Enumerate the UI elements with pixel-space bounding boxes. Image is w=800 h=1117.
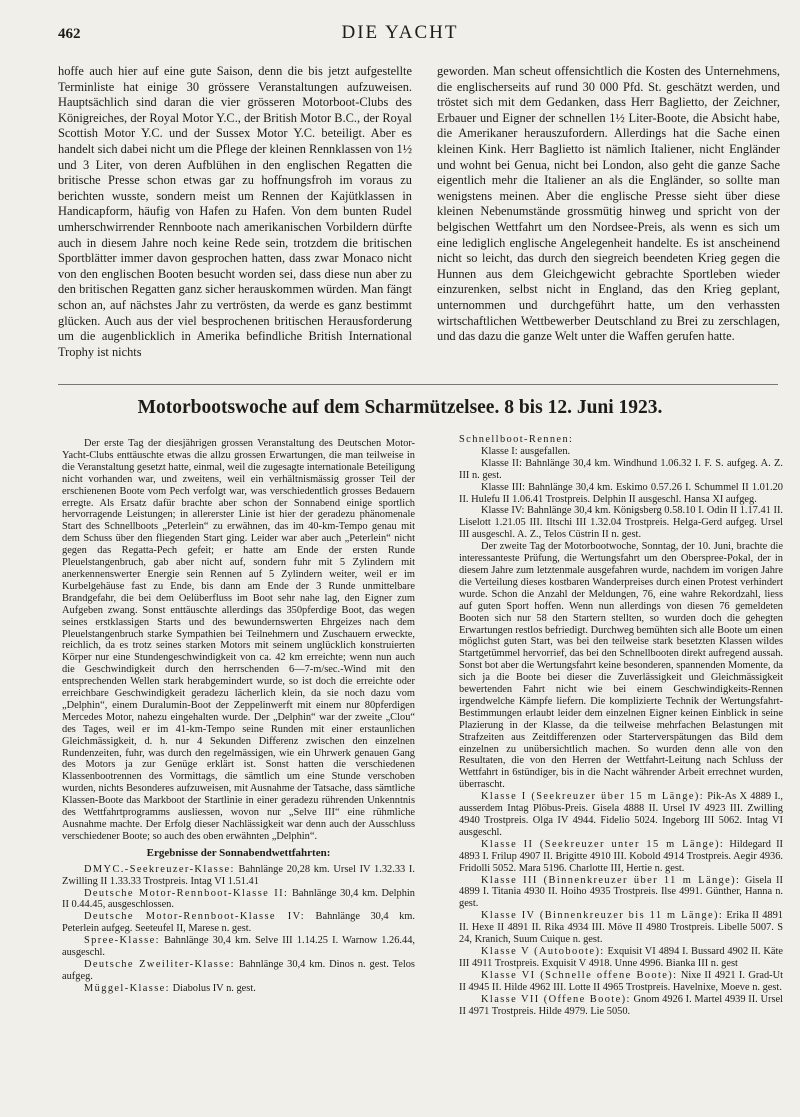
result-text: Diabolus IV n. gest.	[172, 982, 256, 994]
paragraph: Der zweite Tag der Motorbootwoche, Sonntag, der 10. Juni, brachte die interessanteste Prüfung, die Wertungsfahrt um den Oberspree-Pokal, der in diesem Jahre zum letztenmale ausgefahren wurde, nachdem im vorigen Jahre die Verteilung dieses kostbaren Wanderpreises durch einen Protest verhindert wurde. Schon die Anzahl der Meldungen, 76, eine wahre Rekordzahl, liess auf guten Sport hoffen. Wenn nun allerdings von diesen 76 gemeldeten Booten sich nur 58 den Startern stellten, so wurden doch die gehegten Erwartungen restlos befriedigt. Durchweg bemühten sich alle Boote um einen möglichst guten Start, was bei den teilweise stark besetzten Klassen wildes Startgetümmel hervorrief, das bei den Schnellbooten direkt aufregend aussah. Sonst bot aber die Wertungsfahrt keine besonderen, spannenden Momente, da sich ja die Boote bei dieser die Zuverlässigkeit und Gleichmässigkeit bewertenden Fahrt nicht wie bei einem Geschwindigkeits-Rennen irgendwelche Kämpfe liefern. Die komplizierte Technik der Wertungsfahrt-Bestimmungen erlaubt leider dem einzelnen Eigner keinen Einblick in seine Plazierung in der Klasse, da die teilweise mehrfachen Belastungen mit Strafzeiten aus Zeitdifferenzen oder Starterverspätungen das Bild dem einzelnen zu unübersichtlich machen. So wurden denn alle von den Resultaten, die von den Herren der Wettfahrt-Leitung nach Schluss der Wettfahrt in 6stündiger, bis in die Nacht währender Arbeit errechnet wurden, überrascht.	[459, 541, 783, 791]
result-class-name: Klasse III (Binnenkreuzer über 11 m Länge):	[481, 874, 741, 886]
result-class-name: Klasse VI (Schnelle offene Boote):	[481, 969, 678, 981]
result-entry	[62, 864, 415, 888]
result-entry	[62, 888, 415, 912]
result-class-name: Klasse V (Autoboote):	[481, 945, 605, 957]
article-bottom-right-column	[459, 434, 783, 1017]
result-entry	[459, 875, 783, 911]
result-class-name: Deutsche Motor-Rennboot-Klasse IV:	[84, 911, 306, 923]
result-text: Bahnlänge 30,4 km. Peterlein aufgeg. Seeteufel II, Marese n. gest.	[62, 911, 415, 935]
result-entry	[62, 983, 415, 995]
running-title: DIE YACHT	[341, 22, 459, 43]
result-class-name: Deutsche Motor-Rennboot-Klasse II:	[84, 887, 289, 899]
result-text: Bahnlänge 30,4 km. Delphin II 0.44.45, ausgeschlossen.	[62, 887, 415, 911]
result-text: Gnom 4926 I. Martel 4939 II. Ursel II 4971 Trostpreis. Hilde 4979. Lie 5050.	[459, 993, 783, 1017]
result-entry: Klasse IV: Bahnlänge 30,4 km. Königsberg 0.58.10 I. Odin II 1.17.41 II. Liselott 1.21.05 III. Iltschi III 1.32.04 Trostpreis. Helga-Gerd aufgeg. Ursel III ausgeschl. A. Z., Telos Cüstrin II n. gest.	[459, 505, 783, 541]
result-text: Exquisit VI 4894 I. Bussard 4902 II. Käte III 4911 Trostpreis. Exquisit V 4918. Unne 4996. Bianka III n. gest	[459, 945, 783, 969]
results-list-saturday	[62, 864, 415, 995]
result-entry	[459, 946, 783, 970]
result-entry	[459, 910, 783, 946]
result-text: Bahnlänge 20,28 km. Ursel IV 1.32.33 I. Zwilling II 1.33.33 Trostpreis. Intag VI 1.51.41	[62, 863, 415, 887]
section-divider	[58, 384, 778, 385]
results-list-sunday	[459, 791, 783, 1017]
article-bottom-left-column	[62, 438, 415, 995]
article-headline: Motorbootswoche auf dem Scharmützelsee. 8 bis 12. Juni 1923.	[137, 397, 663, 418]
result-text: Bahnlänge 30,4 km. Selve III 1.14.25 I. Warnow 1.26.44, ausgeschl.	[62, 935, 415, 959]
result-entry	[459, 839, 783, 875]
result-class-name: DMYC.-Seekreuzer-Klasse:	[84, 863, 235, 875]
article-top-right-column	[437, 64, 780, 345]
result-class-name: Klasse II (Seekreuzer unter 15 m Länge):	[481, 838, 725, 850]
result-entry	[459, 970, 783, 994]
result-class-name: Klasse I (Seekreuzer über 15 m Länge):	[481, 791, 704, 803]
paragraph: hoffe auch hier auf eine gute Saison, denn die bis jetzt aufgestellte Terminliste hat einige 30 grössere Veranstaltungen aufzuweisen. Hauptsächlich sind daran die vier grösseren Motorboot-Clubs des Königreiches, der Royal Motor Y.C., der British Motor B.C., der Royal Scottish Motor Y.C. und der Sussex Motor Y.C. beteiligt. Aber es handelt sich dabei nicht um die Pflege der kleinen Rennklassen von 1½ und 3 Liter, von deren Aufblühen in den englischen Regatten die britische Presse schon etwas gar zu hoffnungsfroh im voraus zu berichten wusste, sondern meist um Rennen der Kajütklassen in Handicapform, häufig von Hafen zu Hafen. Von dem bunten Rudel umherschwirrender Rennboote nach amerikanischen Vorbildern dürfte auch in diesem Jahre noch keine Rede sein, trotzdem die britischen Sportblätter immer davon gesprochen hatten, dass zwar Monaco nicht von den englischen Booten besucht worden sei, dass diese nun aber zu den britischen Regatten ganz sicher herauskommen würden. Man fängt schon an, auf nächstes Jahr zu vertrösten, da werde es ganz bestimmt glücken. Auch aus der viel besprochenen britischen Herausforderung um die augenblicklich in Amerika befindliche British International Trophy ist nichts	[58, 64, 412, 359]
page-number: 462	[58, 26, 81, 42]
result-entry	[62, 935, 415, 959]
result-text: Nixe II 4921 I. Grad-Ut II 4945 II. Hilde 4962 III. Lotte II 4965 Trostpreis. Havelnixe, Moeve n. gest.	[459, 969, 783, 993]
result-entry	[459, 791, 783, 839]
result-text: Gisela II 4899 I. Titania 4930 II. Hoiho 4935 Trostpreis. Ilse 4991. Günther, Hanna n. gest.	[459, 874, 783, 910]
schnellboot-title: Schnellboot-Rennen:	[459, 434, 574, 445]
result-entry	[62, 911, 415, 935]
result-entry: Klasse III: Bahnlänge 30,4 km. Eskimo 0.57.26 I. Schummel II 1.01.20 II. Hulefu II 1.06.41 Trostpreis. Delphin II ausgeschl. Hansa XI aufgeg.	[459, 481, 783, 505]
result-entry	[459, 994, 783, 1018]
result-text: Erika II 4891 II. Hexe II 4891 II. Rika 4934 III. Möve II 4980 Trostpreis. Libelle 5007. S 24, Kranich, Suum Cuique n. gest.	[459, 910, 783, 946]
result-class-name: Deutsche Zweiliter-Klasse:	[84, 958, 235, 970]
result-entry	[62, 959, 415, 983]
paragraph: geworden. Man scheut offensichtlich die Kosten des Unternehmens, die englischerseits auf rund 30 000 Pfd. St. geschätzt werden, und tröstet sich mit dem Gedanken, dass Herr Baglietto, der Zeichner, Erbauer und Eigner der schnellen 1½ Liter-Boote, die Absicht habe, die Amerikaner herauszufordern. Allerdings hat die Sache einen kleinen Kink. Herr Baglietto ist nämlich Italiener, nicht Engländer und wohnt bei Genua, nicht bei London, also geht die ganze Sache eigentlich mehr die Italiener an als die Engländer, so sollte man wenigstens meinen. Aber die englische Presse sieht über diese kleinen Nebenumstände grossmütig hinweg und spricht von der belgischen Wettfahrt um den Nordsee-Preis, als wenn es sich um eine lediglich englische Angelegenheit handelte. Es ist anscheinend nicht so leicht, das durch den siegreich beendeten Krieg gegen die Hunnen aus dem Gleichgewicht gebrachte Sportleben wieder einzurenken, selbst nicht in England, das den Krieg geplant, unternommen und durchgeführt hatte, um den verhassten wirtschaftlichen Wettbewerber Deutschland zu Brei zu zerschlagen, und das dazu die ganze Welt unter die Waffen gerufen hatte.	[437, 64, 780, 344]
result-text: Bahnlänge 30,4 km. Dinos n. gest. Telos aufgeg.	[62, 958, 415, 982]
result-text: Pik-As X 4889 I., ausserdem Intag Plöbus-Preis. Gisela 4888 II. Ursel IV 4923 III. Zwilling 4940 Trostpreis. Olga IV 4944. Fidelio 5024. Ingeborg III 5062. Intag VI ausgeschl.	[459, 791, 783, 838]
result-class-name: Klasse VII (Offene Boote):	[481, 993, 631, 1005]
result-class-name: Klasse IV (Binnenkreuzer bis 11 m Länge):	[481, 910, 724, 922]
result-class-name: Spree-Klasse:	[84, 935, 160, 947]
result-text: Hildegard II 4893 I. Frilup 4907 II. Brigitte 4910 III. Kobold 4914 Trostpreis. Aegir 4936. Fridolli 5052. Mara 5196. Charlotte III, Hertie n. gest.	[459, 838, 783, 874]
result-entry: Klasse I: ausgefallen.	[481, 445, 571, 457]
schnellboot-list	[459, 446, 783, 541]
result-entry: Klasse II: Bahnlänge 30,4 km. Windhund 1.06.32 I. F. S. aufgeg. A. Z. III n. gest.	[459, 457, 783, 481]
results-title: Ergebnisse der Sonnabendwettfahrten:	[146, 846, 331, 859]
article-top-left-column	[58, 64, 412, 360]
result-class-name: Müggel-Klasse:	[84, 982, 170, 994]
paragraph: Der erste Tag der diesjährigen grossen Veranstaltung des Deutschen Motor-Yacht-Clubs enttäuschte etwas die allzu grossen Erwartungen, die man teilweise in die Veranstaltung gesetzt hatte, einmal, weil die zugesagte internationale Beteiligung nicht vorhanden war, und zweitens, weil ein verhältnismässig grosser Teil der erschienenen Boote vom Pech verfolgt war, was verschiedentlich grosses Bedauern erregte. Als Ersatz dafür brachte aber schon der Sonnabend einige sportlich hervorragende Leistungen; in allererster Linie ist hier der geradezu phänomenale Start des Schnellboots „Peterlein“ zu erwähnen, das im 40-km-Tempo genau mit dem Schuss über den fliegenden Start ging. Leider war aber auch „Peterlein“ nicht gegen das Regatta-Pech gefeit; er hatte am Ende der ersten Runde Pleuelstangenbruch, gab aber nicht auf, sondern fuhr mit 5 Zylindern mit anerkennenswerter Energie sein Rennen auf 5 Zylindern weiter, weil er im Kurbelgehäuse fast zu Ende, bis dann am Ende der 3 Runde unmittelbare Brandgefahr, die bei dem Oelüberfluss im Boot sehr nahe lag, den Eigner zum Aufgeben zwang. Sonst enttäuschte allerdings das 350pferdige Boot, das wegen seines erstklassigen Starts und des bewundernswerten Ehrgeizes nach dem Pleuelstangenbruch starke Sympathien bei Teilnehmern und Zuschauern erweckte, reichlich, da es trotz seines starken Motors mit seinem unglücklich konstruierten Körper nur eine Stundengeschwindigkeit von ca. 42 km erreichte; wenn nun auch die Geschwindigkeit durch den herrschenden 6—7-m/sec.-Wind mit den entsprechenden Wellen stark herabgemindert wurde, so ist doch die erreichte oder erreichbare Geschwindigkeit geradezu lächerlich klein, da sie noch dazu vom „Delphin“, einem Duralumin-Boot der Zeppelinwerft mit einem nur 80pferdigen Mercedes Motor, nahezu eingehalten wurde. Der „Delphin“ war der zweite „Clou“ des Tages, weil er im 41-km-Tempo seine Runden mit einer erstaunlichen Gleichmässigkeit, d. h. nur 4 Sekunden Differenz zwischen den einzelnen Rundenzeiten, fuhr, was durch den regelmässigen, wie ein Uhrwerk genauen Gang des Motors ja zur Genüge erklärt ist. Sonst hatten die verschiedenen Klassenbootrennen des Vormittags, die sämtlich um eine Stunde verschoben wurden, nichts Besonderes aufzuweisen, mit Ausnahme der Tatsache, dass sämtliche Klassen-Boote das Markboot der Startlinie in einer geradezu rührenden Unkenntnis des Wettfahrtprogramms ausliessen, wovon nur „Selve III“ eine rühmliche Ausnahme machte. Der Erfolg dieser Nachlässigkeit war denn auch der Ausschluss verschiedener Boote; so auch des oben erwähnten „Delphin“.	[62, 438, 415, 842]
